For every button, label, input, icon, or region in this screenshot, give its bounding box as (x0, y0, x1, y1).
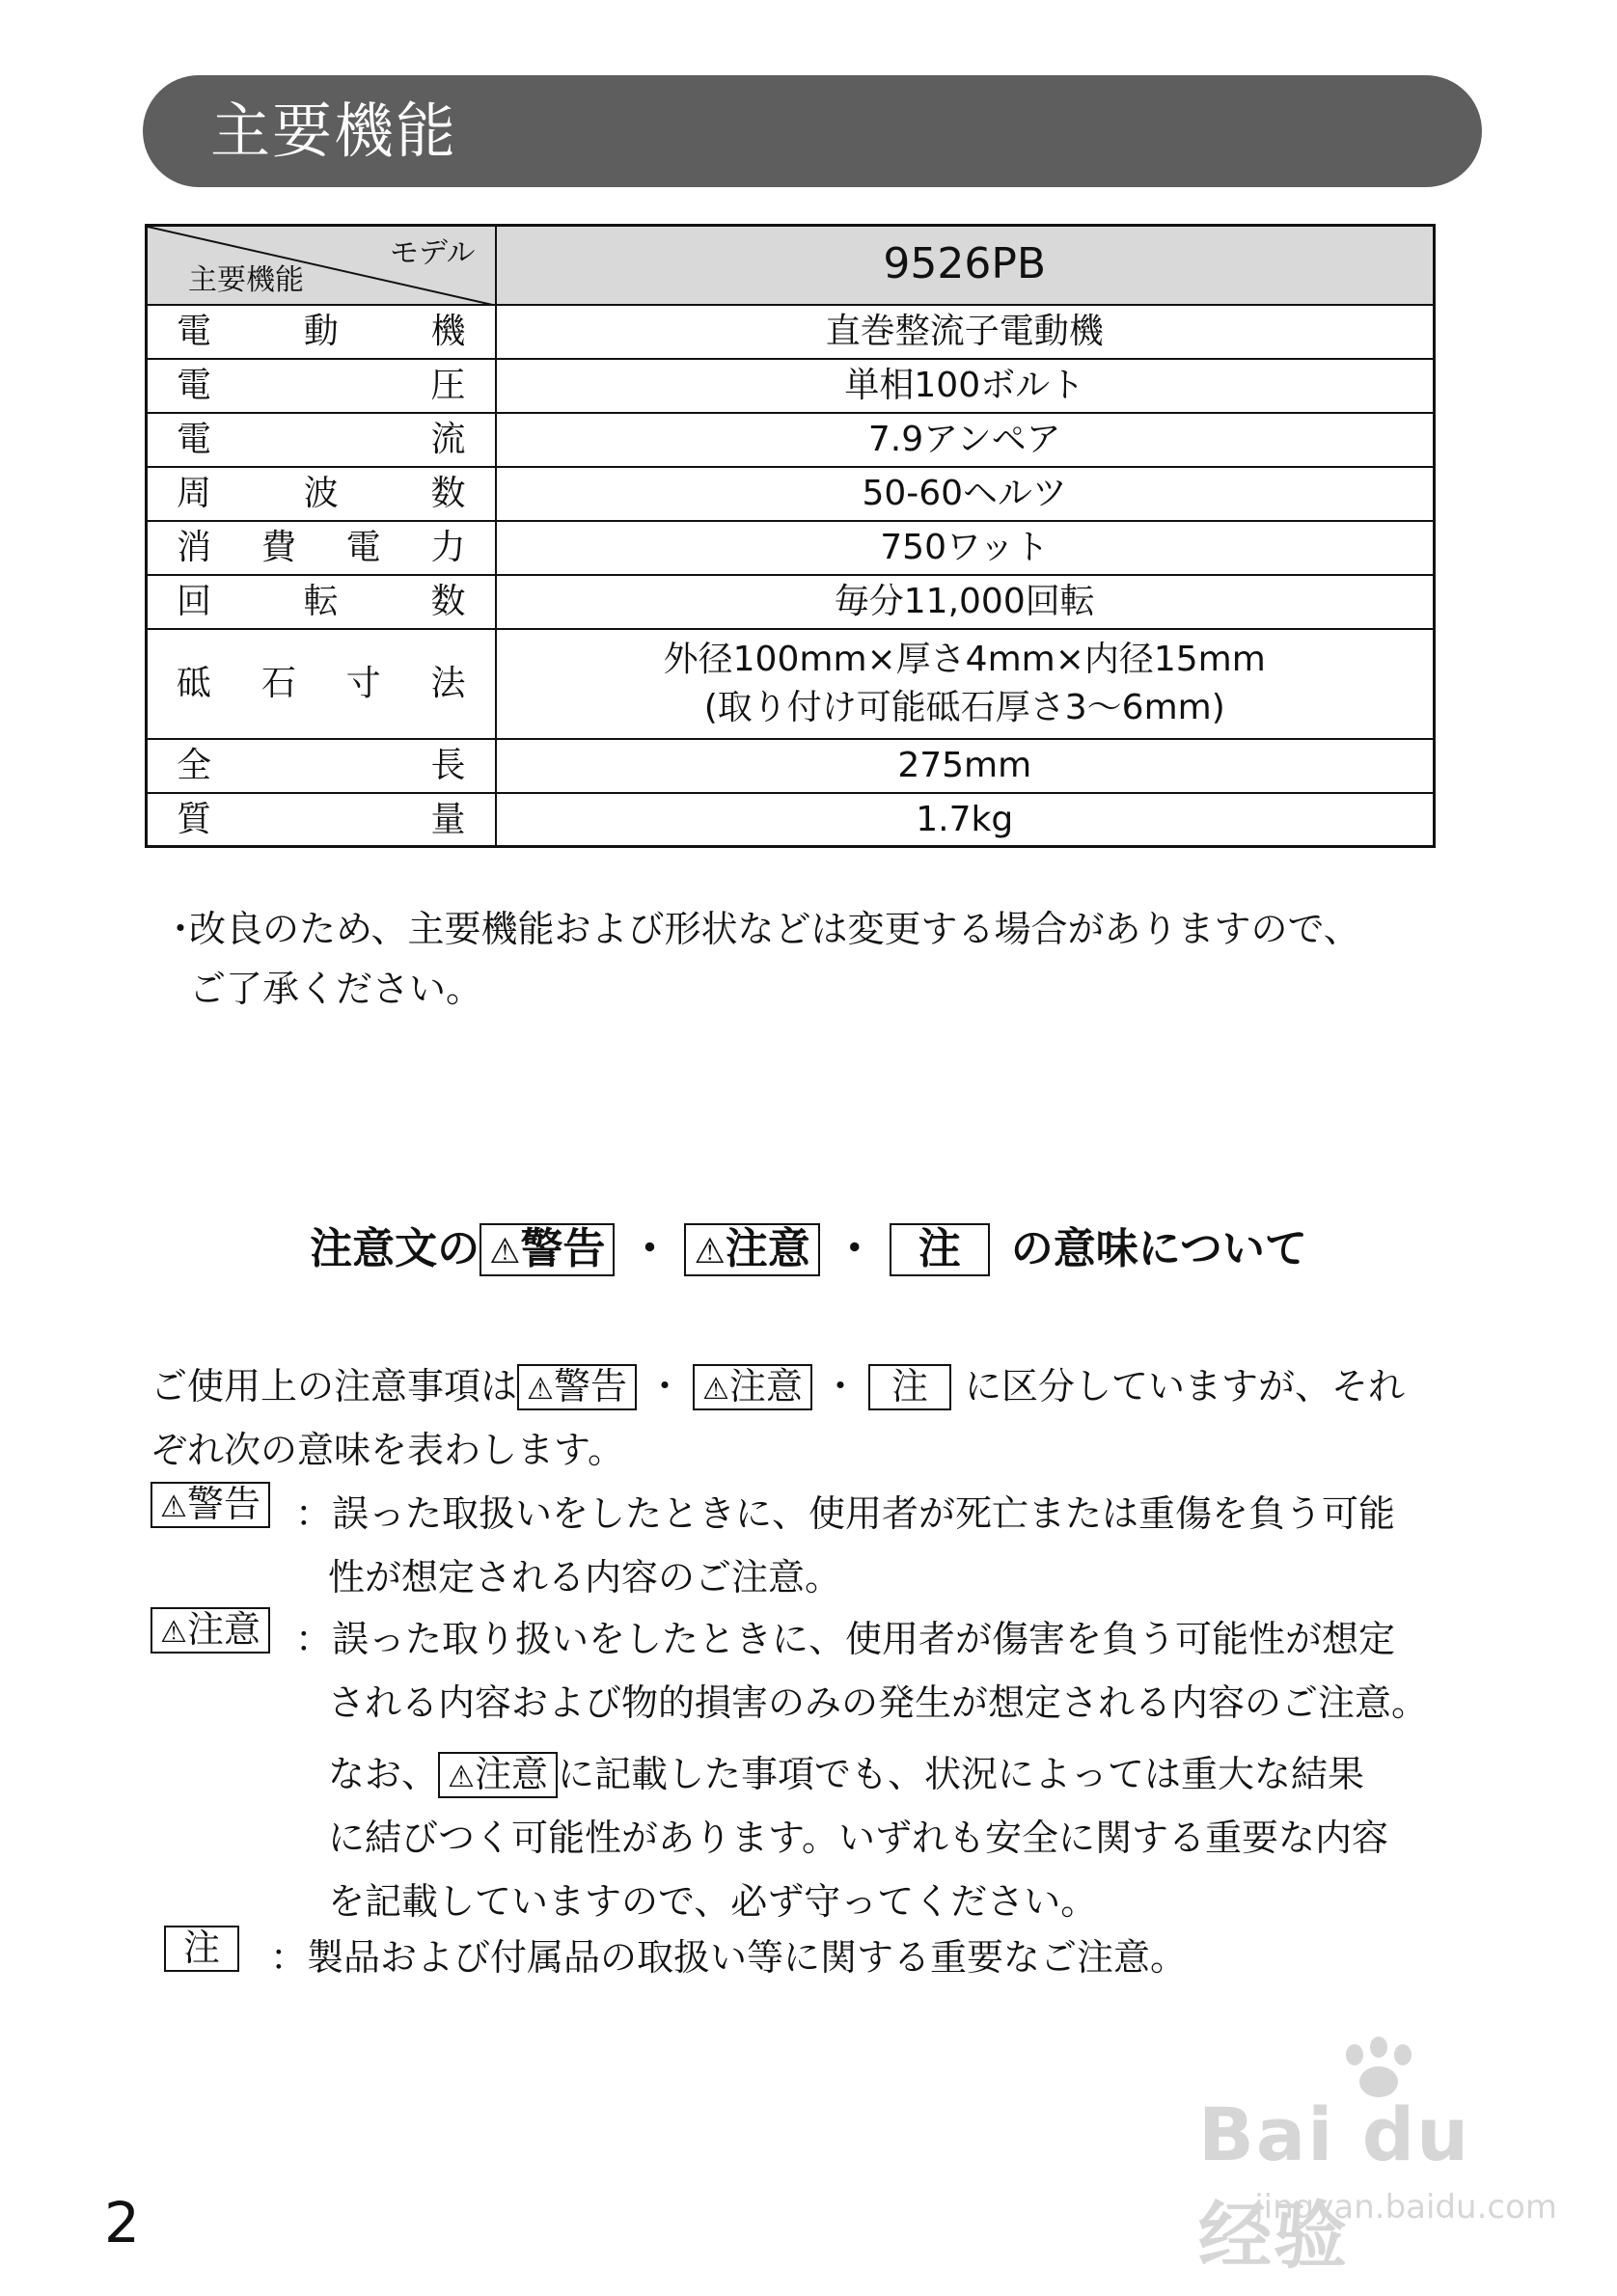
row-label (147, 793, 496, 847)
label-text: 電 圧 (177, 365, 466, 405)
watermark-brand: Bai du 经验 (1198, 2091, 1471, 2279)
row-label (147, 359, 496, 413)
warning-triangle-icon: ⚠ (160, 1490, 187, 1524)
row-value: 50-60ヘルツ (496, 467, 1435, 521)
notice-line-1: 改良のため、主要機能および形状などは変更する場合がありますので、 (189, 908, 1360, 950)
watermark (1191, 2064, 1557, 2279)
intro-line-2: ぞれ次の意味を表わします。 (151, 1429, 624, 1471)
row-label (147, 305, 496, 359)
caution-def-line-2: される内容および物的損害のみの発生が想定される内容のご注意。 (328, 1681, 1429, 1724)
corner-model-label: モデル (390, 236, 476, 270)
caution-box: ⚠注意 (684, 1223, 819, 1276)
row-value: 750ワット (496, 521, 1435, 575)
section-title: 主要機能 (210, 96, 458, 166)
table-row (147, 575, 1435, 629)
row-label (147, 521, 496, 575)
row-label (147, 467, 496, 521)
table-row (147, 305, 1435, 359)
note-definition (164, 1926, 1495, 1993)
label-text: 回 転 数 (177, 581, 466, 621)
caution-box: ⚠注意 (438, 1752, 558, 1798)
model-name: 9526PB (496, 226, 1435, 305)
warning-def-line-2: 性が想定される内容のご注意。 (328, 1556, 842, 1599)
corner-main-label: 主要機能 (188, 262, 304, 297)
table-header-row (147, 226, 1435, 305)
change-notice (162, 899, 1436, 1019)
row-label (147, 629, 496, 739)
warning-box: ⚠警告 (480, 1223, 615, 1276)
row-value: 7.9アンペア (496, 413, 1435, 467)
caution-definition (151, 1607, 1482, 1935)
note-box: 注 (868, 1364, 951, 1410)
row-label (147, 575, 496, 629)
warning-triangle-icon: ⚠ (160, 1615, 187, 1650)
label-text: 全 長 (177, 745, 466, 785)
table-row (147, 629, 1435, 739)
row-label (147, 739, 496, 793)
row-value: 直巻整流子電動機 (496, 305, 1435, 359)
caution-section-title: 注意文の ⚠警告 ・ ⚠注意 ・ 注 の意味について (0, 1214, 1617, 1276)
warning-triangle-icon: ⚠ (527, 1372, 554, 1407)
table-row (147, 467, 1435, 521)
section-header-bar (143, 75, 1482, 187)
table-row (147, 413, 1435, 467)
bullet: ・ (162, 908, 200, 950)
page-number: 2 (104, 2190, 140, 2255)
table-corner-cell (147, 226, 496, 305)
caution-extra-line-3: を記載していますので、必ず守ってください。 (328, 1880, 1098, 1923)
warning-def-line-1: ：誤った取扱いをしたときに、使用者が死亡または重傷を負う可能 (295, 1492, 1396, 1535)
value-line-2: (取り付け可能砥石厚さ3～6mm) (703, 687, 1225, 727)
caution-box: ⚠注意 (693, 1364, 812, 1410)
warning-triangle-icon: ⚠ (489, 1231, 521, 1271)
row-label (147, 413, 496, 467)
note-box: 注 (890, 1223, 990, 1276)
value-line-1: 外径100mm×厚さ4mm×内径15mm (663, 640, 1266, 680)
label-text: 質 量 (177, 799, 466, 839)
row-value (496, 629, 1435, 739)
row-value: 単相100ボルト (496, 359, 1435, 413)
label-text: 電 動 機 (177, 311, 466, 351)
warning-definition (151, 1482, 1482, 1617)
watermark-url: jingyan.baidu.com (1254, 2188, 1557, 2227)
warning-box: ⚠警告 (151, 1482, 270, 1528)
caution-intro (151, 1354, 1482, 1482)
table-row (147, 359, 1435, 413)
label-text: 消 費 電 力 (177, 527, 466, 567)
label-text: 周 波 数 (177, 473, 466, 513)
row-value: 1.7kg (496, 793, 1435, 847)
table-row (147, 739, 1435, 793)
notice-line-2: ご了承ください。 (189, 968, 483, 1010)
note-box: 注 (164, 1926, 239, 1972)
warning-triangle-icon: ⚠ (448, 1760, 475, 1794)
label-text: 電 流 (177, 419, 466, 459)
warning-box: ⚠警告 (517, 1364, 637, 1410)
row-value: 毎分11,000回転 (496, 575, 1435, 629)
intro-line-1: ご使用上の注意事項は ⚠警告 ・ ⚠注意 ・ 注 に区分していますが、それ (151, 1354, 1482, 1418)
warning-triangle-icon: ⚠ (701, 1372, 729, 1407)
table-row (147, 793, 1435, 847)
caution-box: ⚠注意 (151, 1607, 270, 1654)
caution-extra-line-1: なお、 ⚠注意 に記載した事項でも、状況によっては重大な結果 (328, 1742, 1364, 1806)
caution-def-line-1: ：誤った取り扱いをしたときに、使用者が傷害を負う可能性が想定 (295, 1618, 1396, 1660)
note-def-text: ：製品および付属品の取扱い等に関する重要なご注意。 (270, 1936, 1188, 1979)
row-value: 275mm (496, 739, 1435, 793)
table-row (147, 521, 1435, 575)
warning-triangle-icon: ⚠ (694, 1231, 726, 1271)
spec-table (145, 224, 1436, 848)
label-text: 砥 石 寸 法 (177, 663, 466, 703)
caution-extra-line-2: に結びつく可能性があります。いずれも安全に関する重要な内容 (328, 1817, 1388, 1859)
